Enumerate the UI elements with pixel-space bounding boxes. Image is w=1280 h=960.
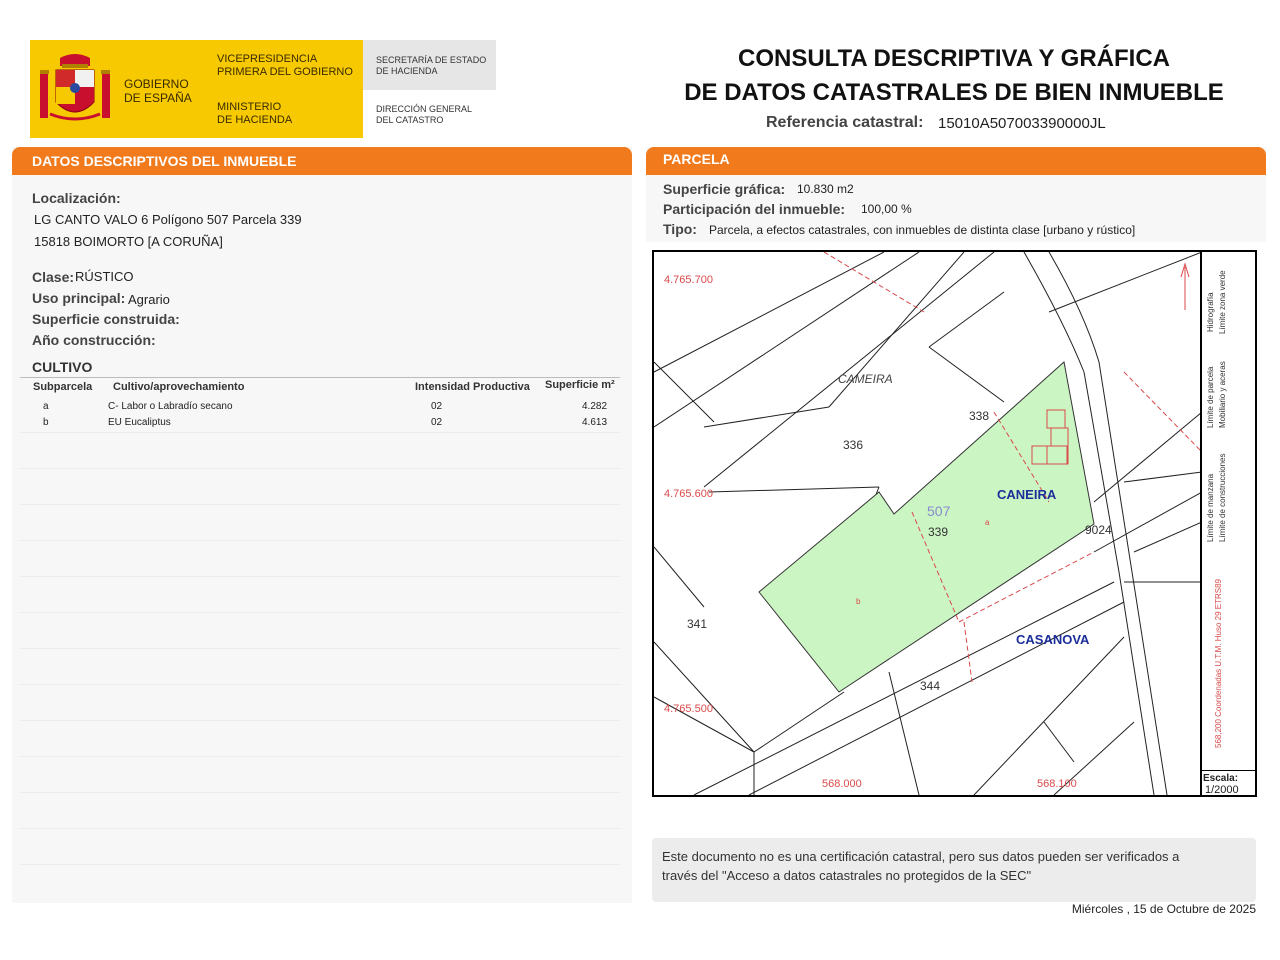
row-superficie: 4.613 <box>582 417 608 428</box>
col-cultivo: Cultivo/aprovechamiento <box>113 381 245 393</box>
descriptive-heading: DATOS DESCRIPTIVOS DEL INMUEBLE <box>12 147 632 175</box>
tipo-label: Tipo: <box>663 221 697 237</box>
participacion-value: 100,00 % <box>861 202 912 216</box>
clase-value: RÚSTICO <box>75 269 134 284</box>
coord-x-2: 568.100 <box>1037 778 1077 790</box>
place-caneira: CANEIRA <box>997 487 1057 502</box>
col-superficie: Superficie m² <box>545 379 615 391</box>
subparcel-b-label: b <box>856 597 861 606</box>
direccion-general-name: DIRECCIÓN GENERAL DEL CATASTRO <box>376 104 473 125</box>
table-divider <box>20 377 620 378</box>
localizacion-line1: LG CANTO VALO 6 Polígono 507 Parcela 339 <box>34 212 302 227</box>
row-superficie: 4.282 <box>582 401 608 412</box>
coat-of-arms-icon <box>40 52 110 128</box>
document-date: Miércoles , 15 de Octubre de 2025 <box>1071 902 1256 916</box>
ref-value: 15010A507003390000JL <box>938 115 1106 132</box>
coord-y-1: 4.765.700 <box>664 274 713 286</box>
parcel-336: 336 <box>843 438 864 452</box>
clase-label: Clase: <box>32 269 75 285</box>
cadastral-map[interactable] <box>652 250 1257 797</box>
row-sub: b <box>43 417 49 428</box>
coord-y-2: 4.765.600 <box>664 488 713 500</box>
polygon-number: 507 <box>927 503 951 519</box>
gov-name: GOBIERNO DE ESPAÑA <box>124 77 192 105</box>
descriptive-panel <box>12 147 632 903</box>
vicepresidencia-name: VICEPRESIDENCIA PRIMERA DEL GOBIERNO <box>217 53 353 78</box>
government-logo <box>30 40 363 138</box>
row-intensidad: 02 <box>431 401 443 412</box>
legend-limite-construcciones: Límite de construcciones <box>1218 453 1227 542</box>
col-subparcela: Subparcela <box>33 381 93 393</box>
disclaimer: Este documento no es una certificación catastral, pero sus datos pueden ser verificados a través del "Acceso a datos catastrales no protegidos de la SEC" <box>652 838 1256 902</box>
map-legend <box>1200 252 1255 772</box>
parcel-344: 344 <box>920 679 941 693</box>
parcela-heading: PARCELA <box>646 147 1266 175</box>
legend-coords: 568,200 Coordenadas U.T.M. Huso 29 ETRS89 <box>1214 579 1223 748</box>
col-intensidad: Intensidad Productiva <box>415 381 530 393</box>
parcel-338: 338 <box>969 409 990 423</box>
sup-grafica-label: Superficie gráfica: <box>663 181 786 197</box>
participacion-label: Participación del inmueble: <box>663 201 846 217</box>
legend-limite-manzana: Límite de manzana <box>1206 473 1215 542</box>
cultivo-heading: CULTIVO <box>32 359 93 375</box>
legend-zona-verde: Límite zona verde <box>1218 270 1227 334</box>
ministerio-name: MINISTERIO DE HACIENDA <box>217 101 293 126</box>
legend-limite-parcela: Límite de parcela <box>1206 366 1215 428</box>
secretaria-block <box>363 40 496 90</box>
uso-value: Agrario <box>128 292 170 307</box>
parcel-9024: 9024 <box>1085 523 1112 537</box>
row-intensidad: 02 <box>431 417 443 428</box>
legend-hidrografia: Hidrografía <box>1206 292 1215 332</box>
subparcel-a-label: a <box>985 518 990 527</box>
localizacion-label: Localización: <box>32 190 121 206</box>
coord-x-1: 568.000 <box>822 778 862 790</box>
tipo-value: Parcela, a efectos catastrales, con inmuebles de distinta clase [urbano y rústico] <box>709 223 1136 237</box>
scale-value: 1/2000 <box>1205 784 1239 796</box>
row-cultivo: C- Labor o Labradío secano <box>108 401 233 412</box>
sup-grafica-value: 10.830 m2 <box>797 182 854 196</box>
coord-y-3: 4.765.500 <box>664 703 713 715</box>
row-sub: a <box>43 401 49 412</box>
legend-mobiliario: Mobiliario y aceras <box>1218 361 1227 428</box>
parcel-339: 339 <box>928 525 949 539</box>
place-cameira: CAMEIRA <box>838 372 893 386</box>
parcel-341: 341 <box>687 617 708 631</box>
secretaria-name: SECRETARÍA DE ESTADO DE HACIENDA <box>376 55 487 76</box>
map-drawing <box>654 252 1202 795</box>
anio-label: Año construcción: <box>32 332 156 348</box>
localizacion-line2: 15818 BOIMORTO [A CORUÑA] <box>34 234 223 249</box>
uso-label: Uso principal: <box>32 290 126 306</box>
superficie-label: Superficie construida: <box>32 311 180 327</box>
place-casanova: CASANOVA <box>1016 632 1090 647</box>
ref-label: Referencia catastral: <box>766 114 924 131</box>
scale-label: Escala: <box>1203 773 1239 784</box>
row-cultivo: EU Eucaliptus <box>108 417 171 428</box>
page-title: CONSULTA DESCRIPTIVA Y GRÁFICA DE DATOS CATASTRALES DE BIEN INMUEBLE <box>684 45 1224 106</box>
